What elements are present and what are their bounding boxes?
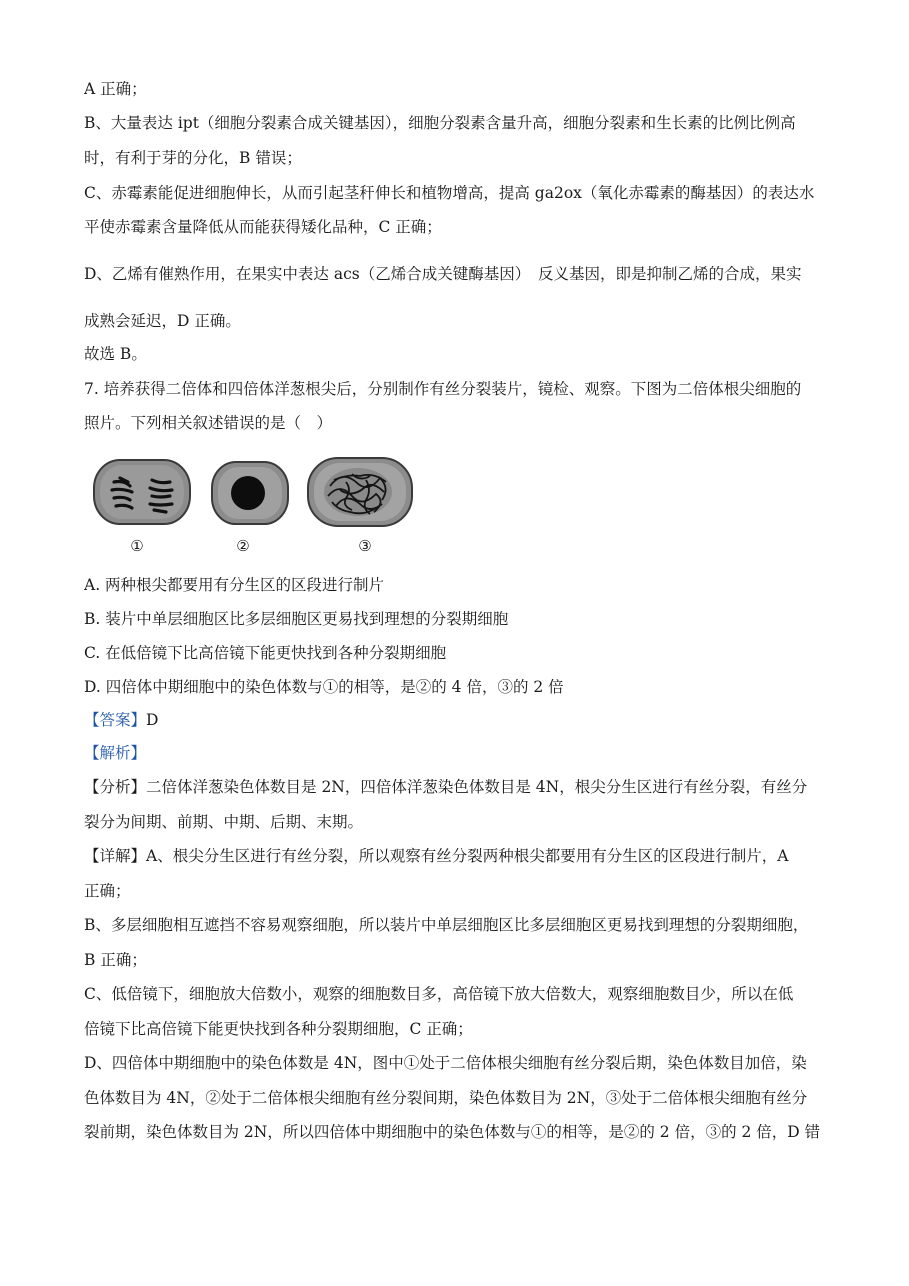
xiangjie-line xyxy=(84,845,826,867)
text-line: 时，有利于芽的分化，B 错误； xyxy=(84,149,302,167)
question-7-stem: 照片。下列相关叙述错误的是（ ） xyxy=(84,414,333,432)
xiangjie-text: 色体数目为 4N，②处于二倍体根尖细胞有丝分裂间期，染色体数目为 2N，③处于二倍体根尖细胞有丝分 xyxy=(84,1089,808,1107)
analysis-heading xyxy=(84,742,826,764)
option-b: B. 装片中单层细胞区比多层细胞区更易找到理想的分裂期细胞 xyxy=(84,610,509,628)
xiangjie-text: 倍镜下比高倍镜下能更快找到各种分裂期细胞，C 正确； xyxy=(84,1020,473,1038)
fenxi-text: 二倍体洋葱染色体数目是 2N，四倍体洋葱染色体数目是 4N，根尖分生区进行有丝分裂，有丝分 xyxy=(146,778,808,796)
xiangjie-text: 正确； xyxy=(84,882,131,900)
figure-label-3: ③ xyxy=(358,537,372,555)
xiangjie-text: D、四倍体中期细胞中的染色体数是 4N，图中①处于二倍体根尖细胞有丝分裂后期，染色体数目加倍，染 xyxy=(84,1054,807,1072)
answer-tag: 【答案】 xyxy=(84,711,147,729)
cell-interphase xyxy=(212,462,288,524)
cell-figure xyxy=(90,452,420,560)
fenxi-tag: 【分析】 xyxy=(84,778,147,796)
text-line: D、乙烯有催熟作用，在果实中表达 acs（乙烯合成关键酶基因） 反义基因，即是抑制乙烯的合成，果实 xyxy=(84,265,802,283)
xiangjie-text: B 正确； xyxy=(84,951,147,969)
xiangjie-text: A、根尖分生区进行有丝分裂，所以观察有丝分裂两种根尖都要用有分生区的区段进行制片，A xyxy=(146,847,789,865)
cell-anaphase xyxy=(94,460,190,524)
text-line: 成熟会延迟，D 正确。 xyxy=(84,312,241,330)
fenxi-line xyxy=(84,776,826,798)
fenxi-text: 裂分为间期、前期、中期、后期、末期。 xyxy=(84,813,364,831)
cell-prophase xyxy=(308,458,412,526)
answer-line xyxy=(84,709,826,731)
text-line: C、赤霉素能促进细胞伸长，从而引起茎秆伸长和植物增高，提高 ga2ox（氧化赤霉素的酶基因）的表达水 xyxy=(84,184,815,202)
figure-label-2: ② xyxy=(236,537,250,555)
option-c: C. 在低倍镜下比高倍镜下能更快找到各种分裂期细胞 xyxy=(84,644,447,662)
xiangjie-text: 裂前期，染色体数目为 2N，所以四倍体中期细胞中的染色体数与①的相等，是②的 2 倍，③的 2 倍，D 错 xyxy=(84,1123,821,1141)
question-7-stem: 7. 培养获得二倍体和四倍体洋葱根尖后，分别制作有丝分裂装片，镜检、观察。下图为二倍体根尖细胞的 xyxy=(84,380,802,398)
text-line: 平使赤霉素含量降低从而能获得矮化品种，C 正确； xyxy=(84,218,442,236)
text-line: A 正确； xyxy=(84,80,147,98)
answer-value: D xyxy=(146,711,159,729)
text-line: 故选 B。 xyxy=(84,345,147,363)
xiangjie-text: C、低倍镜下，细胞放大倍数小，观察的细胞数目多，高倍镜下放大倍数大，观察细胞数目少，所以在低 xyxy=(84,985,794,1003)
xiangjie-tag: 【详解】 xyxy=(84,847,147,865)
figure-label-1: ① xyxy=(130,537,144,555)
xiangjie-text: B、多层细胞相互遮挡不容易观察细胞，所以装片中单层细胞区比多层细胞区更易找到理想的分裂期细胞， xyxy=(84,916,809,934)
text-line: B、大量表达 ipt（细胞分裂素合成关键基因），细胞分裂素含量升高，细胞分裂素和生长素的比例比例高 xyxy=(84,114,796,132)
cell-photos xyxy=(90,452,420,536)
option-d: D. 四倍体中期细胞中的染色体数与①的相等，是②的 4 倍，③的 2 倍 xyxy=(84,678,564,696)
analysis-tag: 【解析】 xyxy=(84,744,147,762)
option-a: A. 两种根尖都要用有分生区的区段进行制片 xyxy=(84,576,385,594)
